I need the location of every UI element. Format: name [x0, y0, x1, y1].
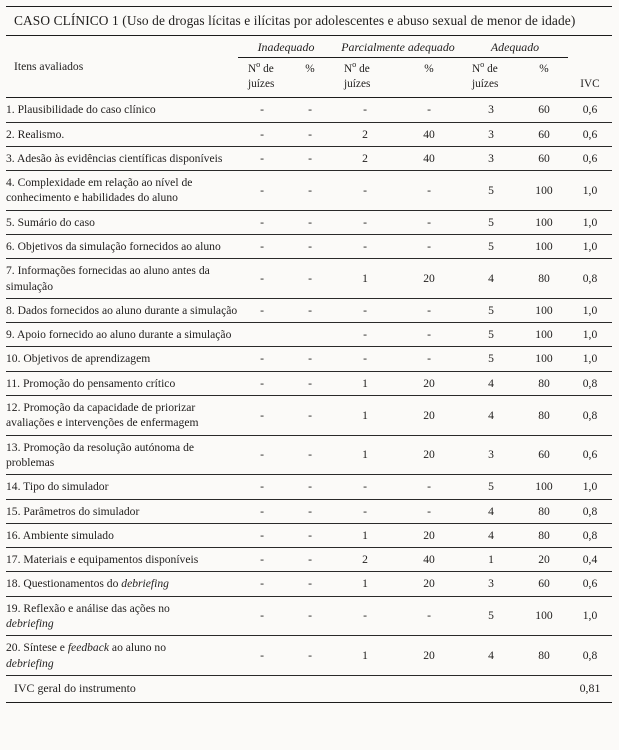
cell-adequado-judges: 5 [462, 347, 520, 371]
cell-parcialmente-judges: 2 [334, 548, 396, 572]
cell-inadequado-percent: - [286, 396, 334, 436]
subheader-percent-adequado: % [520, 58, 568, 98]
subheader-ivc: IVC [568, 58, 612, 98]
cell-inadequado-judges: - [238, 259, 286, 299]
cell-parcialmente-judges: - [334, 298, 396, 322]
cell-inadequado-judges: - [238, 171, 286, 211]
cell-parcialmente-judges: - [334, 499, 396, 523]
cell-parcialmente-judges: - [334, 323, 396, 347]
cell-inadequado-judges: - [238, 210, 286, 234]
cell-parcialmente-judges: - [334, 475, 396, 499]
cell-adequado-percent: 100 [520, 323, 568, 347]
ordinal-mark: o [352, 60, 357, 70]
table-row [6, 636, 612, 676]
cell-adequado-percent: 60 [520, 146, 568, 170]
cell-adequado-judges: 4 [462, 371, 520, 395]
row-item-label: 12. Promoção da capacidade de priorizar avaliações e intervenções de enfermagem [6, 396, 238, 436]
row-item-label: 6. Objetivos da simulação fornecidos ao aluno [6, 234, 238, 258]
cell-inadequado-percent: - [286, 435, 334, 475]
cell-parcialmente-judges: 1 [334, 435, 396, 475]
cell-ivc: 1,0 [568, 323, 612, 347]
cell-adequado-percent: 20 [520, 548, 568, 572]
cell-parcialmente-judges: 1 [334, 259, 396, 299]
cell-adequado-judges: 5 [462, 475, 520, 499]
cell-adequado-percent: 80 [520, 259, 568, 299]
cell-ivc: 0,8 [568, 499, 612, 523]
cell-inadequado-judges: - [238, 523, 286, 547]
cell-adequado-judges: 3 [462, 122, 520, 146]
cell-ivc: 0,8 [568, 636, 612, 676]
cell-parcialmente-percent: 20 [396, 371, 462, 395]
table-row [6, 435, 612, 475]
cell-parcialmente-percent: - [396, 210, 462, 234]
cell-adequado-judges: 4 [462, 259, 520, 299]
cell-inadequado-judges [238, 323, 286, 347]
table-title: CASO CLÍNICO 1 (Uso de drogas lícitas e ilícitas por adolescentes e abuso sexual de menor de idade) [6, 7, 612, 36]
cell-parcialmente-judges: 1 [334, 371, 396, 395]
table-title-row [6, 7, 612, 36]
group-header-row [6, 35, 612, 58]
row-item-label: 20. Síntese e feedback ao aluno no debriefing [6, 636, 238, 676]
table-row [6, 234, 612, 258]
group-header-adequado: Adequado [462, 35, 568, 58]
cell-inadequado-judges: - [238, 548, 286, 572]
cell-adequado-judges: 3 [462, 435, 520, 475]
cell-inadequado-judges: - [238, 98, 286, 122]
cell-parcialmente-percent: - [396, 347, 462, 371]
cell-parcialmente-judges: - [334, 98, 396, 122]
cell-adequado-judges: 4 [462, 636, 520, 676]
table-row [6, 298, 612, 322]
cell-inadequado-percent: - [286, 499, 334, 523]
cell-adequado-percent: 80 [520, 636, 568, 676]
cell-ivc: 0,8 [568, 523, 612, 547]
cell-inadequado-judges: - [238, 636, 286, 676]
cell-parcialmente-judges: 2 [334, 122, 396, 146]
judges-label: $N^o$ de juízes [248, 60, 275, 91]
cell-inadequado-judges: - [238, 572, 286, 596]
cell-parcialmente-percent: 20 [396, 523, 462, 547]
table-row [6, 98, 612, 122]
ordinal-mark: o [256, 60, 261, 70]
cell-ivc: 0,6 [568, 435, 612, 475]
cell-ivc: 0,6 [568, 122, 612, 146]
cell-adequado-percent: 60 [520, 435, 568, 475]
cell-parcialmente-percent: - [396, 323, 462, 347]
cell-inadequado-percent: - [286, 171, 334, 211]
ordinal-mark: o [480, 60, 485, 70]
cell-inadequado-percent: - [286, 596, 334, 636]
cell-adequado-percent: 100 [520, 475, 568, 499]
cell-adequado-judges: 5 [462, 298, 520, 322]
judges-label: $N^o$ de juízes [472, 60, 499, 91]
group-header-inadequado: Inadequado [238, 35, 334, 58]
cell-inadequado-judges: - [238, 396, 286, 436]
table-row [6, 259, 612, 299]
cell-adequado-percent: 80 [520, 371, 568, 395]
cell-parcialmente-percent: 20 [396, 636, 462, 676]
table-row [6, 548, 612, 572]
cell-inadequado-percent: - [286, 234, 334, 258]
cell-adequado-percent: 80 [520, 523, 568, 547]
cell-inadequado-percent: - [286, 298, 334, 322]
cell-adequado-judges: 1 [462, 548, 520, 572]
cell-parcialmente-percent: - [396, 171, 462, 211]
cell-parcialmente-percent: - [396, 596, 462, 636]
table-row [6, 323, 612, 347]
cell-adequado-judges: 5 [462, 323, 520, 347]
cell-ivc: 0,8 [568, 396, 612, 436]
cell-inadequado-percent: - [286, 259, 334, 299]
cell-adequado-percent: 100 [520, 210, 568, 234]
cell-ivc: 1,0 [568, 475, 612, 499]
cell-parcialmente-judges: 2 [334, 146, 396, 170]
row-item-label: 10. Objetivos de aprendizagem [6, 347, 238, 371]
row-item-label: 3. Adesão às evidências científicas disponíveis [6, 146, 238, 170]
group-header-spacer [568, 35, 612, 58]
row-item-label: 14. Tipo do simulador [6, 475, 238, 499]
total-ivc-value: 0,81 [568, 675, 612, 702]
cell-inadequado-percent: - [286, 475, 334, 499]
cell-parcialmente-percent: - [396, 234, 462, 258]
cell-adequado-percent: 100 [520, 347, 568, 371]
cell-parcialmente-percent: 40 [396, 548, 462, 572]
table-row [6, 371, 612, 395]
cell-parcialmente-percent: 20 [396, 572, 462, 596]
cell-inadequado-judges: - [238, 298, 286, 322]
cell-adequado-percent: 100 [520, 171, 568, 211]
cell-parcialmente-judges: - [334, 171, 396, 211]
cell-adequado-percent: 100 [520, 234, 568, 258]
row-item-label: 5. Sumário do caso [6, 210, 238, 234]
cell-inadequado-judges: - [238, 234, 286, 258]
cell-parcialmente-percent: - [396, 475, 462, 499]
row-item-label: 7. Informações fornecidas ao aluno antes da simulação [6, 259, 238, 299]
cell-parcialmente-percent: 40 [396, 146, 462, 170]
row-item-label: 11. Promoção do pensamento crítico [6, 371, 238, 395]
row-item-label: 13. Promoção da resolução autónoma de problemas [6, 435, 238, 475]
cell-inadequado-percent: - [286, 210, 334, 234]
cell-parcialmente-percent: 20 [396, 435, 462, 475]
cell-inadequado-judges: - [238, 122, 286, 146]
cell-inadequado-percent: - [286, 146, 334, 170]
items-column-header: Itens avaliados [6, 35, 238, 98]
row-item-label: 18. Questionamentos do debriefing [6, 572, 238, 596]
cell-inadequado-judges: - [238, 435, 286, 475]
cell-adequado-percent: 100 [520, 596, 568, 636]
cell-parcialmente-judges: - [334, 347, 396, 371]
table-row [6, 347, 612, 371]
cell-parcialmente-percent: 20 [396, 259, 462, 299]
cell-inadequado-percent: - [286, 523, 334, 547]
table-body [6, 98, 612, 676]
table-row [6, 475, 612, 499]
total-row [6, 675, 612, 702]
cell-inadequado-percent [286, 323, 334, 347]
cell-parcialmente-judges: 1 [334, 572, 396, 596]
cell-ivc: 1,0 [568, 347, 612, 371]
subheader-judges-adequado [462, 58, 520, 98]
table-row [6, 396, 612, 436]
table-row [6, 523, 612, 547]
cell-adequado-percent: 60 [520, 122, 568, 146]
cell-ivc: 1,0 [568, 596, 612, 636]
cell-adequado-judges: 5 [462, 171, 520, 211]
cell-ivc: 0,8 [568, 259, 612, 299]
table-row [6, 171, 612, 211]
cell-inadequado-judges: - [238, 371, 286, 395]
cell-adequado-judges: 4 [462, 523, 520, 547]
row-item-label: 9. Apoio fornecido ao aluno durante a simulação [6, 323, 238, 347]
cell-inadequado-percent: - [286, 548, 334, 572]
cell-adequado-judges: 4 [462, 396, 520, 436]
cell-parcialmente-percent: - [396, 98, 462, 122]
cell-ivc: 1,0 [568, 210, 612, 234]
row-item-label: 17. Materiais e equipamentos disponíveis [6, 548, 238, 572]
table-row [6, 122, 612, 146]
cell-adequado-judges: 3 [462, 98, 520, 122]
cell-ivc: 1,0 [568, 298, 612, 322]
cell-inadequado-judges: - [238, 499, 286, 523]
cell-adequado-percent: 80 [520, 499, 568, 523]
subheader-percent-parcialmente: % [396, 58, 462, 98]
cell-adequado-percent: 60 [520, 572, 568, 596]
cell-adequado-percent: 60 [520, 98, 568, 122]
row-item-label: 4. Complexidade em relação ao nível de conhecimento e habilidades do aluno [6, 171, 238, 211]
cell-adequado-judges: 3 [462, 146, 520, 170]
table-row [6, 572, 612, 596]
cell-parcialmente-percent: 20 [396, 396, 462, 436]
cell-parcialmente-percent: - [396, 499, 462, 523]
subheader-judges-inadequado [238, 58, 286, 98]
table-row [6, 146, 612, 170]
cell-parcialmente-judges: 1 [334, 636, 396, 676]
cell-adequado-judges: 3 [462, 572, 520, 596]
cell-inadequado-percent: - [286, 98, 334, 122]
table-row [6, 499, 612, 523]
cell-adequado-judges: 5 [462, 596, 520, 636]
total-label: IVC geral do instrumento [6, 675, 568, 702]
cell-inadequado-percent: - [286, 122, 334, 146]
cell-parcialmente-judges: 1 [334, 396, 396, 436]
cell-adequado-percent: 80 [520, 396, 568, 436]
row-item-label: 16. Ambiente simulado [6, 523, 238, 547]
cell-ivc: 1,0 [568, 234, 612, 258]
clinical-case-evaluation-table [6, 6, 612, 703]
subheader-percent-inadequado: % [286, 58, 334, 98]
cell-ivc: 0,6 [568, 146, 612, 170]
cell-inadequado-percent: - [286, 371, 334, 395]
cell-ivc: 0,6 [568, 572, 612, 596]
cell-adequado-judges: 4 [462, 499, 520, 523]
table-page [0, 6, 619, 750]
judges-label: $N^o$ de juízes [344, 60, 371, 91]
row-item-label: 8. Dados fornecidos ao aluno durante a simulação [6, 298, 238, 322]
cell-ivc: 0,6 [568, 98, 612, 122]
row-item-label: 19. Reflexão e análise das ações no debriefing [6, 596, 238, 636]
subheader-judges-parcialmente [334, 58, 396, 98]
cell-parcialmente-judges: 1 [334, 523, 396, 547]
cell-inadequado-judges: - [238, 475, 286, 499]
cell-parcialmente-judges: - [334, 234, 396, 258]
cell-adequado-percent: 100 [520, 298, 568, 322]
cell-inadequado-judges: - [238, 596, 286, 636]
cell-parcialmente-judges: - [334, 210, 396, 234]
row-item-label: 2. Realismo. [6, 122, 238, 146]
cell-ivc: 1,0 [568, 171, 612, 211]
row-item-label: 15. Parâmetros do simulador [6, 499, 238, 523]
cell-adequado-judges: 5 [462, 210, 520, 234]
cell-ivc: 0,4 [568, 548, 612, 572]
cell-adequado-judges: 5 [462, 234, 520, 258]
group-header-parcialmente-adequado: Parcialmente adequado [334, 35, 462, 58]
table-row [6, 210, 612, 234]
cell-inadequado-percent: - [286, 572, 334, 596]
cell-inadequado-judges: - [238, 347, 286, 371]
cell-inadequado-judges: - [238, 146, 286, 170]
cell-inadequado-percent: - [286, 347, 334, 371]
cell-parcialmente-percent: - [396, 298, 462, 322]
table-row [6, 596, 612, 636]
row-item-label: 1. Plausibilidade do caso clínico [6, 98, 238, 122]
cell-inadequado-percent: - [286, 636, 334, 676]
cell-parcialmente-judges: - [334, 596, 396, 636]
cell-ivc: 0,8 [568, 371, 612, 395]
cell-parcialmente-percent: 40 [396, 122, 462, 146]
